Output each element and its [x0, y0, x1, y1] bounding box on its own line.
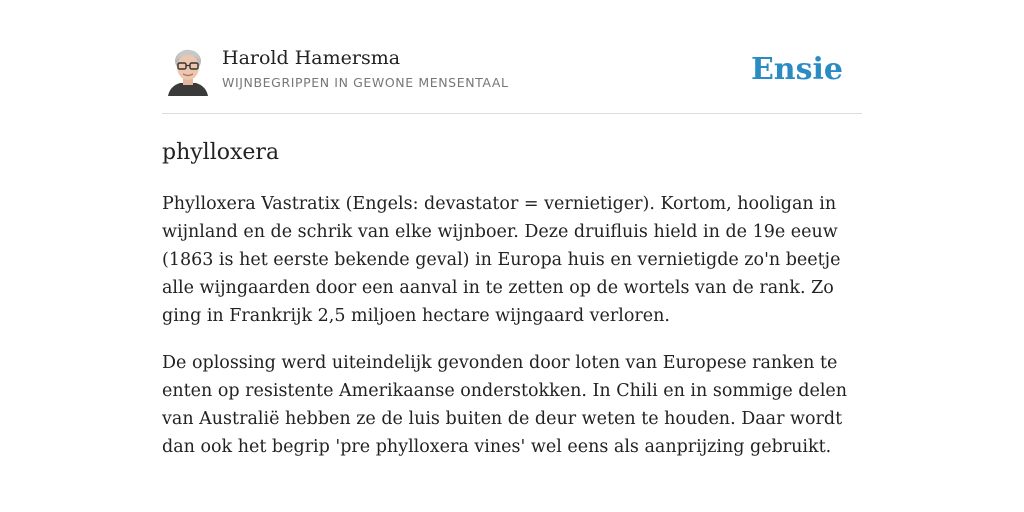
author-name[interactable]: Harold Hamersma: [222, 47, 401, 69]
entry-card: [162, 0, 862, 512]
entry-paragraph: Phylloxera Vastratix (Engels: devastator = vernietiger). Kortom, hooligan in wijnland en de schrik van elke wijnboer. Deze druifluis hield in de 19e eeuw (1863 is het eerste bekende geval) in Europa huis en vernietigde zo'n beetje alle wijngaarden door een aanval in te zetten op de wortels van de rank. Zo ging in Frankrijk 2,5 miljoen hectare wijngaard verloren.: [162, 194, 841, 326]
entry-paragraph: De oplossing werd uiteindelijk gevonden door loten van Europese ranken te enten op resistente Amerikaanse onderstokken. In Chili en in sommige delen van Australië hebben ze de luis buiten de deur weten te houden. Daar wordt dan ook het begrip 'pre phylloxera vines' wel eens als aanprijzing gebruikt.: [162, 353, 848, 457]
entry-title: phylloxera: [162, 140, 280, 165]
entry-body: [162, 190, 862, 480]
author-subtitle: WIJNBEGRIPPEN IN GEWONE MENSENTAAL: [222, 75, 509, 90]
brand-logo[interactable]: Ensie: [750, 52, 843, 87]
header: [162, 0, 862, 114]
author-avatar[interactable]: [166, 46, 210, 96]
